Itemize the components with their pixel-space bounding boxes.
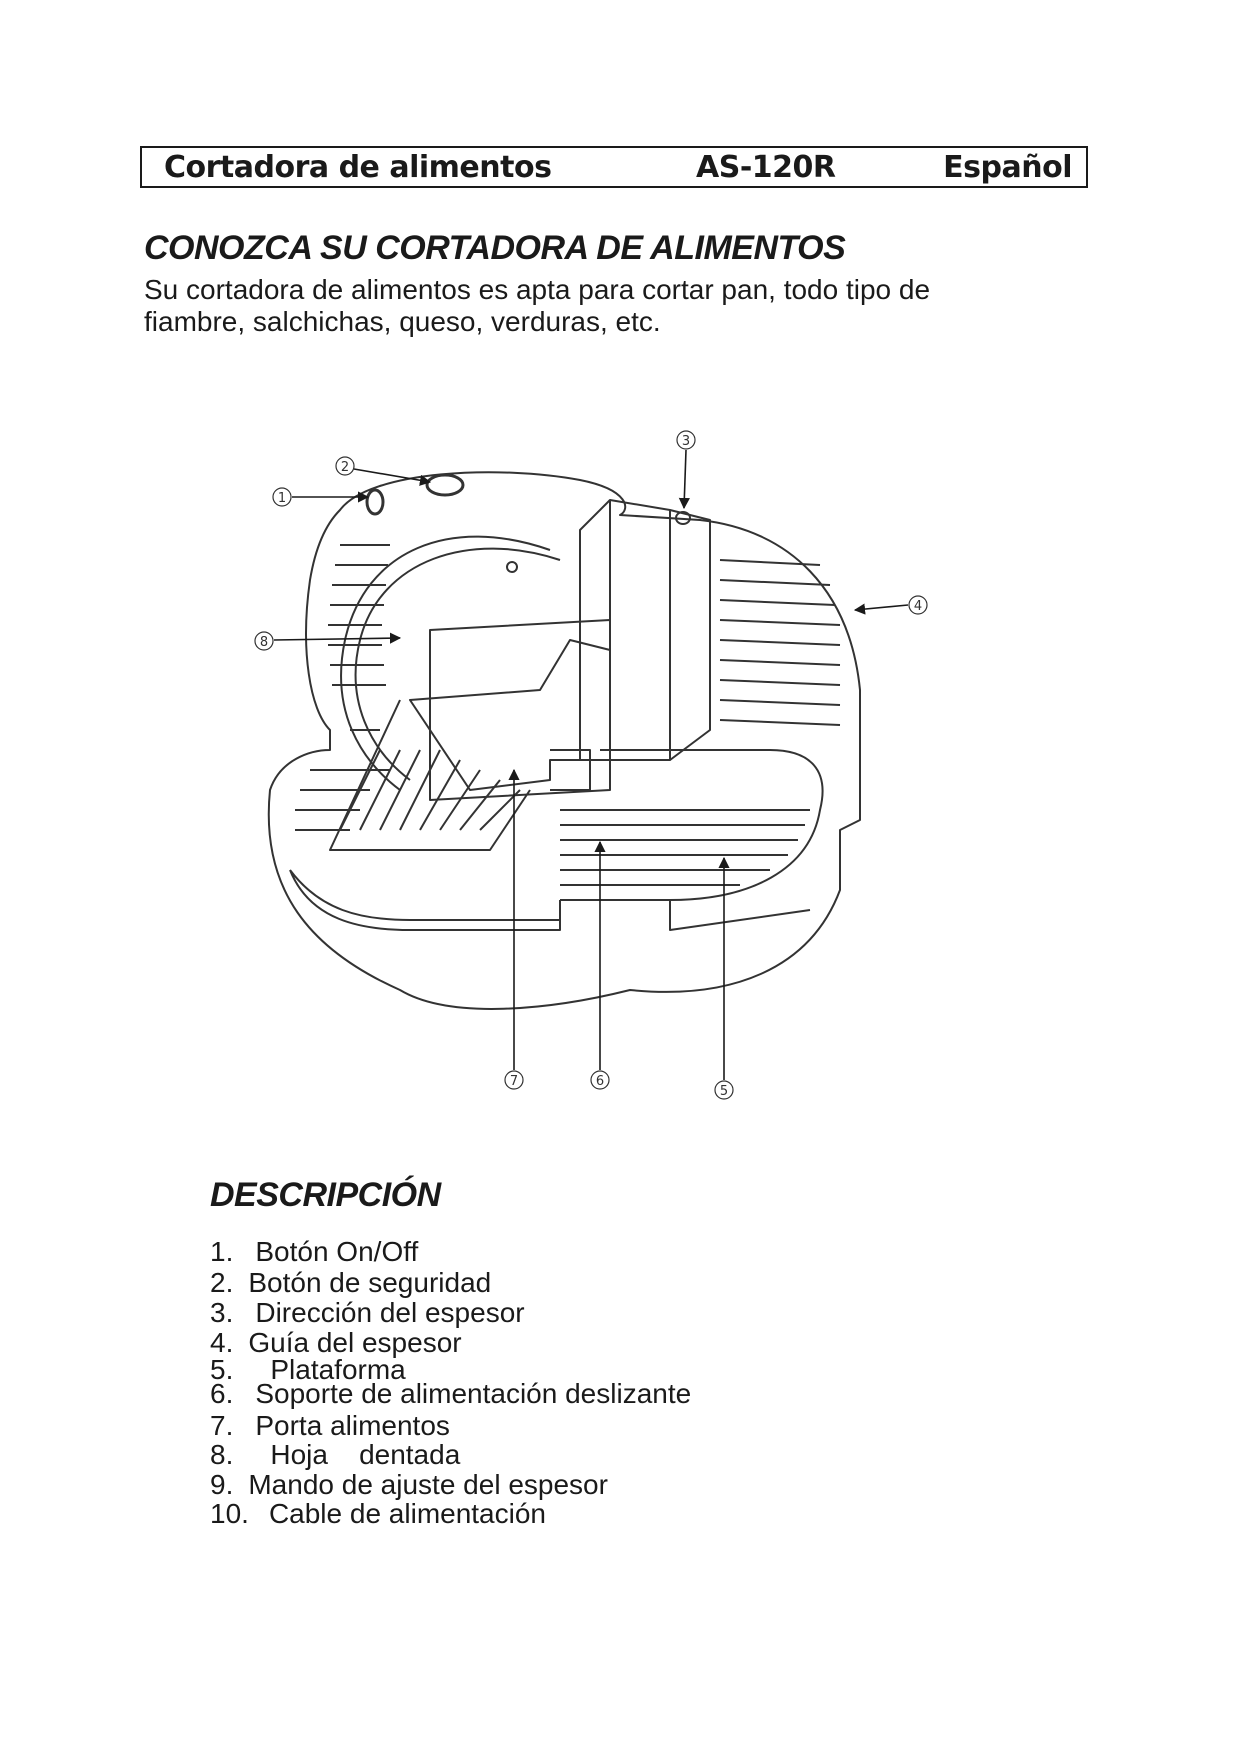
item-label: Plataforma [270, 1354, 406, 1385]
list-item [210, 1411, 450, 1441]
model-number: AS-120R [696, 150, 836, 185]
header-box [140, 146, 1088, 188]
list-item [210, 1499, 546, 1529]
on-off-button-shape [367, 490, 383, 514]
item-label: Hoja dentada [270, 1439, 461, 1470]
description-heading: DESCRIPCIÓN [210, 1176, 441, 1214]
list-item [210, 1440, 460, 1470]
item-label: Mando de ajuste del espesor [248, 1469, 608, 1500]
callout-5: 5 [719, 1084, 729, 1099]
item-number: 5. [210, 1354, 234, 1385]
item-label: Cable de alimentación [268, 1498, 546, 1529]
language-label: Español [943, 150, 1072, 185]
intro-line-2: fiambre, salchichas, queso, verduras, etc. [144, 306, 661, 337]
blade-outline [356, 549, 560, 780]
list-item [210, 1379, 691, 1409]
callout-6: 6 [595, 1074, 605, 1089]
item-label: Soporte de alimentación deslizante [255, 1378, 692, 1409]
list-item [210, 1237, 418, 1267]
item-label: Botón On/Off [255, 1236, 419, 1267]
intro-text [144, 274, 1104, 338]
item-label: Guía del espesor [248, 1327, 462, 1358]
item-number: 9. [210, 1469, 234, 1500]
callout-3: 3 [681, 434, 691, 449]
callout-8: 8 [259, 635, 269, 650]
item-number: 10. [210, 1498, 249, 1529]
blade-cover [430, 620, 610, 800]
food-slicer-diagram [250, 430, 950, 1110]
item-number: 8. [210, 1439, 234, 1470]
callout-1: 1 [277, 491, 287, 506]
intro-line-1: Su cortadora de alimentos es apta para cortar pan, todo tipo de [144, 274, 931, 305]
item-number: 1. [210, 1236, 234, 1267]
item-number: 2. [210, 1267, 234, 1298]
item-number: 3. [210, 1297, 234, 1328]
callout-4: 4 [913, 599, 923, 614]
item-number: 4. [210, 1327, 234, 1358]
item-number: 6. [210, 1378, 234, 1409]
item-label: Botón de seguridad [248, 1267, 492, 1298]
item-label: Dirección del espesor [255, 1297, 525, 1328]
callout-7: 7 [509, 1074, 519, 1089]
intro-heading: CONOZCA SU CORTADORA DE ALIMENTOS [144, 229, 846, 267]
list-item [210, 1470, 608, 1500]
thickness-guide-block [580, 500, 670, 760]
item-number: 7. [210, 1410, 234, 1441]
callout-2: 2 [340, 460, 350, 475]
list-item [210, 1298, 525, 1328]
list-item [210, 1268, 491, 1298]
safety-button-shape [427, 475, 463, 495]
item-label: Porta alimentos [255, 1410, 450, 1441]
document-title: Cortadora de alimentos [164, 150, 552, 185]
